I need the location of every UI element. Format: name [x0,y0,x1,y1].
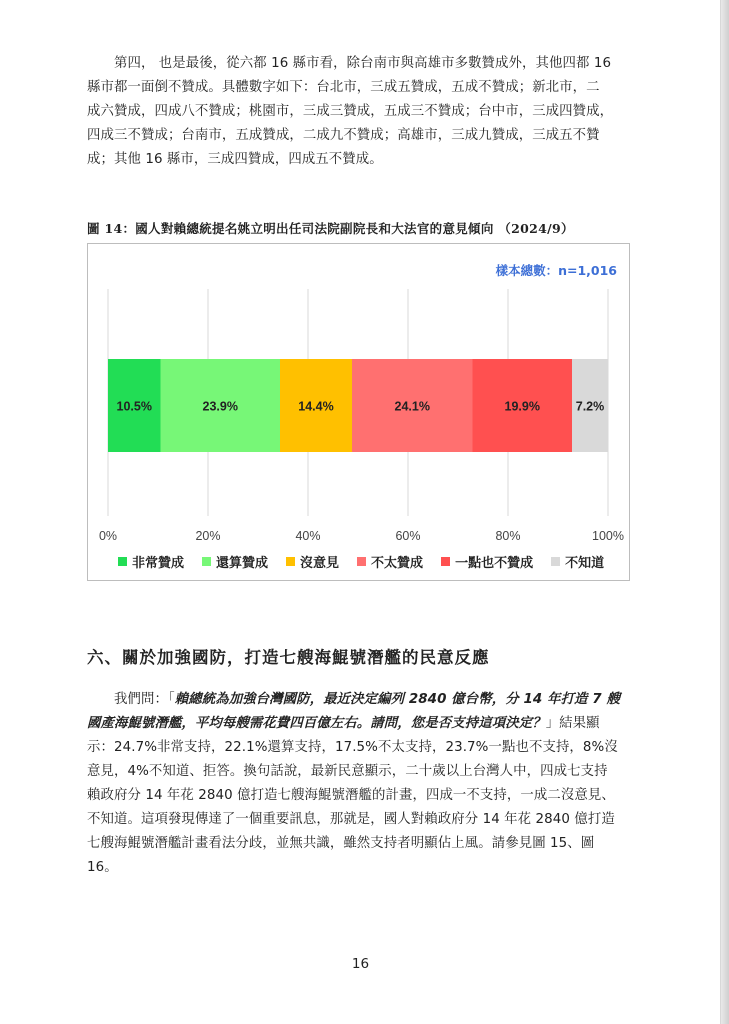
data-label: 7.2% [575,399,605,414]
legend-label: 還算贊成 [216,556,269,571]
legend-swatch [441,557,450,566]
body-line: 賴政府分 14 年花 2840 億打造七艘海鯤號潛艦的計畫，四成一不支持，一成二沒意見、 [87,788,615,803]
legend-item [118,552,184,571]
body-text: 我們問：「 [87,692,175,707]
data-label: 10.5% [116,399,152,414]
legend-swatch [357,557,366,566]
survey-question: 賴總統為加強台灣國防，最近決定編列 2840 億台幣，分 14 年打造 7 艘 [174,692,620,707]
legend-swatch [286,557,295,566]
stacked-bar-chart [88,244,629,580]
intro-line: 四成三不贊成；台南市，五成贊成，二成九不贊成；高雄市，三成九贊成，三成五不贊 [87,128,600,143]
legend-label: 沒意見 [300,556,340,571]
body-text: 」結果顯 [545,716,600,731]
body-line: 七艘海鯤號潛艦計畫看法分歧，並無共識，雖然支持者明顯佔上風。請參見圖 15、圖 [87,836,595,851]
legend-label: 不知道 [565,556,605,571]
body-line: 意見，4%不知道、拒答。換句話說，最新民意顯示，二十歲以上台灣人中，四成七支持 [87,764,608,779]
x-tick-label: 100% [592,529,624,543]
chart-container [87,243,630,581]
legend-label: 不太贊成 [371,556,424,571]
section-heading: 六、關於加強國防，打造七艘海鯤號潛艦的民意反應 [87,648,490,667]
legend-item [202,552,268,571]
x-tick-label: 40% [295,529,321,543]
legend-item [441,552,533,571]
data-label: 23.9% [202,399,238,414]
intro-line: 縣市都一面倒不贊成。具體數字如下：台北市，三成五贊成，五成不贊成；新北市，二 [87,80,600,95]
x-tick-label: 60% [395,529,421,543]
x-tick-label: 20% [195,529,221,543]
page-edge [721,0,729,1024]
legend-item [286,552,339,571]
chart-legend [118,552,604,571]
body-paragraph [87,688,639,880]
legend-label: 非常贊成 [132,556,185,571]
body-line: 16。 [87,860,118,875]
data-label: 24.1% [394,399,430,414]
legend-swatch [118,557,127,566]
intro-line: 第四， 也是最後，從六都 16 縣市看，除台南市與高雄市多數贊成外，其他四都 16 [87,56,612,71]
x-tick-label: 80% [495,529,521,543]
legend-label: 一點也不贊成 [455,556,534,571]
legend-swatch [551,557,560,566]
intro-line: 成六贊成，四成八不贊成；桃園市，三成三贊成，五成三不贊成；台中市，三成四贊成， [87,104,614,119]
body-line [87,712,639,736]
page-number: 16 [351,956,370,972]
legend-swatch [202,557,211,566]
intro-paragraph [87,52,639,172]
legend-item [551,552,604,571]
x-tick-label: 0% [98,529,118,543]
intro-line: 成；其他 16 縣市，三成四贊成，四成五不贊成。 [87,152,383,167]
body-line: 不知道。這項發現傳達了一個重要訊息，那就是，國人對賴政府分 14 年花 2840 億打造 [87,812,615,827]
figure-caption: 圖 14：國人對賴總統提名姚立明出任司法院副院長和大法官的意見傾向 （2024/9） [87,221,574,236]
body-line [87,688,639,712]
body-line: 示：24.7%非常支持，22.1%還算支持，17.5%不太支持，23.7%一點也不支持，8%沒 [87,740,618,755]
survey-question: 國產海鯤號潛艦，平均每艘需花費四百億左右。請問，您是否支持這項決定？ [87,716,546,731]
legend-item [357,552,423,571]
data-label: 14.4% [298,399,334,414]
data-label: 19.9% [504,399,540,414]
sample-size-note: 樣本總數：n=1,016 [495,263,617,278]
